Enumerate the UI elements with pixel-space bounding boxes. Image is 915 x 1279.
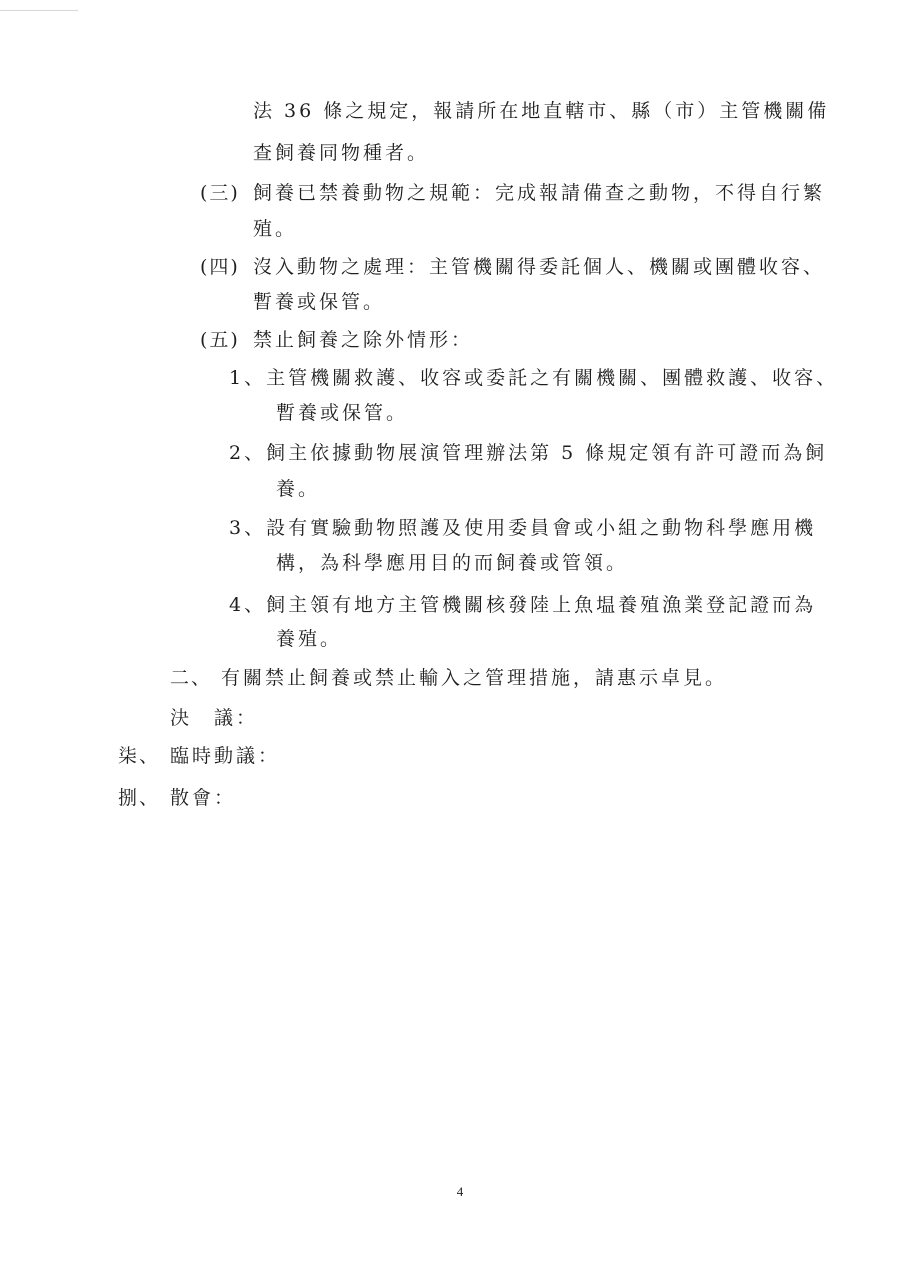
item-label-3: (三) [200,182,240,204]
text-line-3: 飼養已禁養動物之規範：完成報請備查之動物，不得自行繁 [253,182,826,204]
text-line-6: 暫養或保管。 [253,291,386,313]
text-line-10: 2、飼主依據動物展演管理辦法第 5 條規定領有許可證而為飼 [229,442,828,464]
text-line-18: 臨時動議： [170,745,281,767]
text-line-12: 3、設有實驗動物照護及使用委員會或小組之動物科學應用機 [229,517,817,539]
text-line-19: 散會： [170,787,237,809]
section-label-8: 捌、 [118,787,161,809]
text-line-2: 查飼養同物種者。 [253,142,430,164]
text-line-13: 構，為科學應用目的而飼養或管領。 [276,552,629,574]
text-line-1: 法 36 條之規定，報請所在地直轄市、縣（市）主管機關備 [253,100,830,122]
page-number: 4 [456,1184,464,1199]
text-line-7: 禁止飼養之除外情形： [253,329,474,351]
section-label-7: 柒、 [118,745,161,767]
text-line-9: 暫養或保管。 [276,402,409,424]
text-line-16: 有關禁止飼養或禁止輸入之管理措施，請惠示卓見。 [221,667,728,689]
text-line-11: 養。 [276,478,321,500]
text-line-8: 1、主管機關救護、收容或委託之有關機關、團體救護、收容、 [229,367,839,389]
text-line-14: 4、飼主領有地方主管機關核發陸上魚塭養殖漁業登記證而為 [229,594,817,616]
text-line-5: 沒入動物之處理：主管機關得委託個人、機關或團體收容、 [253,256,826,278]
section-label-2: 二、 [170,667,213,689]
item-label-5: (五) [200,329,240,351]
scan-edge-line [0,10,78,11]
item-label-4: (四) [200,256,240,278]
resolution-line: 決 議： [170,707,259,729]
text-line-15: 養殖。 [276,628,343,650]
text-line-4: 殖。 [253,218,298,240]
